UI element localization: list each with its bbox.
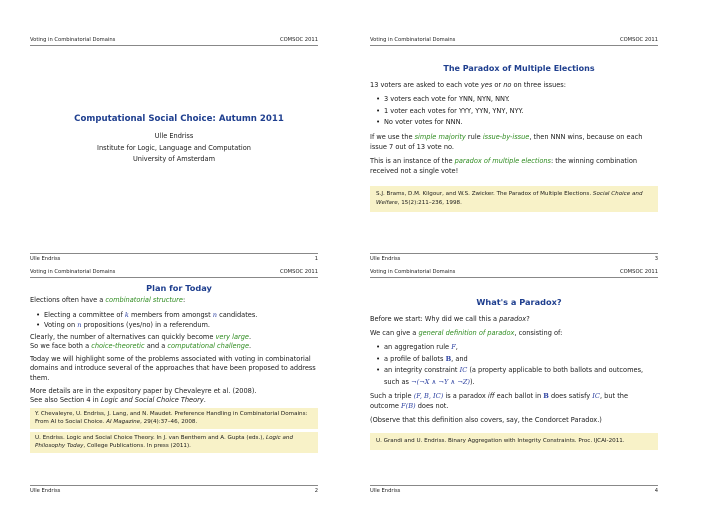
footer-rule xyxy=(370,485,658,486)
reference-box: U. Endriss. Logic and Social Choice Theory. In J. van Benthem and A. Gupta (eds.), Logic and Philosophy Today, College Publications. In press (2011). xyxy=(30,432,318,453)
structure-paragraph: Elections often have a combinatorial structure: xyxy=(30,296,186,304)
today-paragraph: Today we will highlight some of the problems associated with voting in combinatorial domains and introduce several of the approaches that have been proposed to address them. xyxy=(30,354,316,382)
header-left: Voting in Combinatorial Domains xyxy=(30,37,116,43)
paradox-paragraph: This is an instance of the paradox of multiple elections: the winning combination received not a single vote! xyxy=(370,156,638,175)
footer-rule xyxy=(30,253,318,254)
footer-author: Ulle Endriss xyxy=(370,256,401,262)
vote-list xyxy=(370,94,658,129)
slide-footer xyxy=(30,256,328,266)
slide-1 xyxy=(30,34,328,266)
slide-2 xyxy=(30,266,328,498)
large-paragraph: Clearly, the number of alternatives can quickly become very large. xyxy=(30,332,252,341)
slide-title: What's a Paradox? xyxy=(476,297,562,307)
header-left: Voting in Combinatorial Domains xyxy=(30,269,116,275)
slide-title: Computational Social Choice: Autumn 2011 xyxy=(74,114,284,124)
header-rule xyxy=(370,277,658,278)
header-rule xyxy=(30,45,318,46)
condorcet-paragraph: (Observe that this definition also covers, say, the Condorcet Paradox.) xyxy=(370,416,602,424)
header-left: Voting in Combinatorial Domains xyxy=(370,269,456,275)
header-right: COMSOC 2011 xyxy=(619,37,658,43)
reference-box: Y. Chevaleyre, U. Endriss, J. Lang, and N. Maudet. Preference Handling in Combinatorial Domains: From AI to Social Choice. AI Magazine, 29(4):37–46, 2008. xyxy=(30,408,318,429)
page-number: 4 xyxy=(654,488,658,494)
see-also-paragraph: See also Section 4 in Logic and Social Choice Theory. xyxy=(30,396,206,405)
slide-title: Plan for Today xyxy=(146,283,212,293)
details-paragraph: More details are in the expository paper by Chevaleyre et al. (2008). xyxy=(30,386,257,395)
header-left: Voting in Combinatorial Domains xyxy=(370,37,456,43)
header-right: COMSOC 2011 xyxy=(619,269,658,275)
reference-box: S.J. Brams, D.M. Kilgour, and W.S. Zwicker. The Paradox of Multiple Elections. Social Choice and Welfare, 15(2):211–236, 1998. xyxy=(370,186,658,212)
header-right: COMSOC 2011 xyxy=(279,269,318,275)
majority-paragraph: If we use the simple majority rule issue-by-issue, then NNN wins, because on each issue 7 out of 13 vote no. xyxy=(370,132,643,151)
header-rule xyxy=(30,277,318,278)
reference-box: U. Grandi and U. Endriss. Binary Aggregation with Integrity Constraints. Proc. IJCAI-2011. xyxy=(370,433,658,450)
author-name: Ulle Endriss xyxy=(154,132,194,140)
slide-footer xyxy=(370,488,668,498)
footer-author: Ulle Endriss xyxy=(30,256,61,262)
page-number: 3 xyxy=(654,256,658,262)
intro-paragraph: 13 voters are asked to each vote yes or no on three issues: xyxy=(370,81,566,89)
header-right: COMSOC 2011 xyxy=(279,37,318,43)
footer-author: Ulle Endriss xyxy=(370,488,401,494)
definition-paragraph: We can give a general definition of paradox, consisting of: xyxy=(370,329,563,337)
list-item: • an integrity constraint IC (a property applicable to both ballots and outcomes, such as ¬(¬X ∧ ¬Y ∧ ¬Z)). xyxy=(384,365,658,388)
institution-line-1: Institute for Logic, Language and Computation xyxy=(97,143,251,152)
slide-footer xyxy=(370,256,668,266)
list-item: • a profile of ballots B, and xyxy=(384,354,658,366)
footer-rule xyxy=(370,253,658,254)
list-item: • 3 voters each vote for YNN, NYN, NNY. xyxy=(384,94,658,106)
page-number: 2 xyxy=(314,488,318,494)
footer-rule xyxy=(30,485,318,486)
slide-title: The Paradox of Multiple Elections xyxy=(443,64,595,73)
list-item: • 1 voter each votes for YYY, YYN, YNY, NYY. xyxy=(384,106,658,118)
institution-line-2: University of Amsterdam xyxy=(132,155,216,163)
page-number: 1 xyxy=(314,256,318,262)
footer-author: Ulle Endriss xyxy=(30,488,61,494)
list-item: • Electing a committee of k members from amongst n candidates. xyxy=(44,310,318,321)
slide-footer xyxy=(30,488,328,498)
list-item: • Voting on n propositions (yes/no) in a referendum. xyxy=(44,320,318,331)
definition-list xyxy=(370,342,658,388)
example-list xyxy=(30,310,318,331)
list-item: • an aggregation rule F, xyxy=(384,342,658,354)
intro-paragraph: Before we start: Why did we call this a paradox? xyxy=(370,315,530,323)
slide-4 xyxy=(370,266,668,498)
challenge-paragraph: So we face both a choice-theoretic and a computational challenge. xyxy=(30,342,252,351)
slide-3 xyxy=(370,34,668,266)
header-rule xyxy=(370,45,658,46)
triple-paragraph: Such a triple (F, B, IC) is a paradox iff each ballot in B does satisfy IC, but the outcome F(B) does not. xyxy=(370,392,629,410)
list-item: • No voter votes for NNN. xyxy=(384,117,658,129)
